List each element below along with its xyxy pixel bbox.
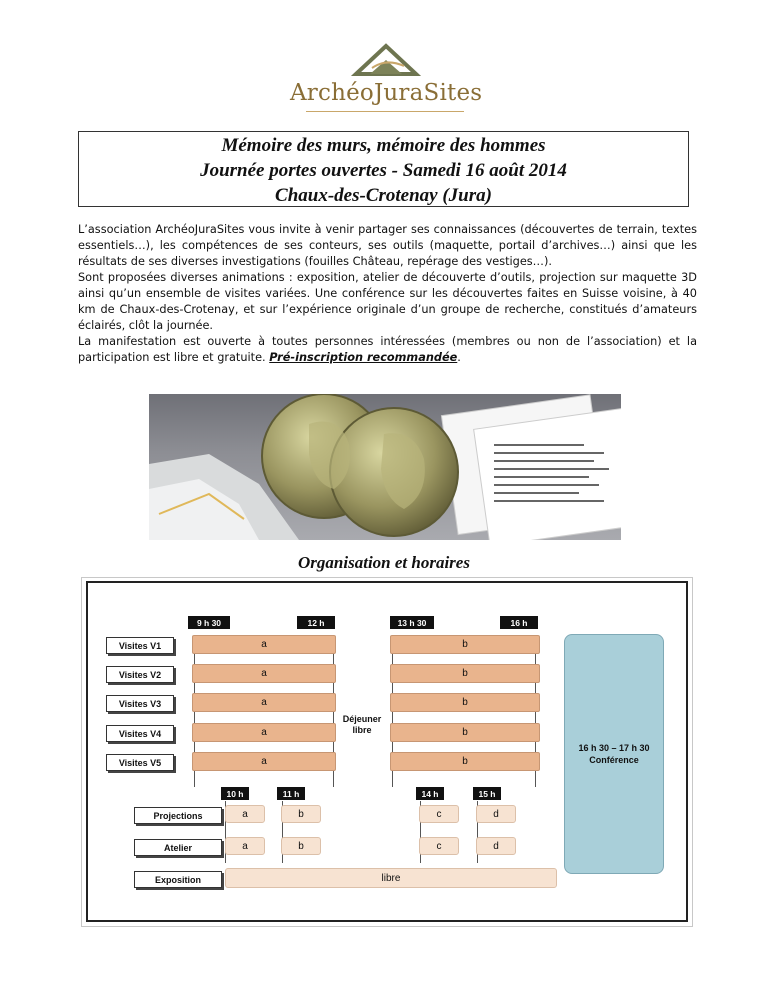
visits-v5-afternoon: b — [390, 752, 540, 771]
paragraph-part-3-text: La manifestation est ouverte à toutes personnes intéressées (membres ou non de l’association) et la participation est libre et gratuite. — [78, 335, 697, 364]
visits-v4-afternoon: b — [390, 723, 540, 742]
lunch-line-2: libre — [352, 725, 372, 735]
schedule-diagram — [81, 577, 693, 927]
conference-time: 16 h 30 – 17 h 30 — [578, 743, 650, 753]
atelier-label: Atelier — [134, 839, 222, 856]
exposition-bar: libre — [225, 868, 557, 888]
projections-label: Projections — [134, 807, 222, 824]
visits-v2-label: Visites V2 — [106, 666, 174, 683]
time-label-1500: 15 h — [473, 787, 501, 800]
time-label-1200: 12 h — [297, 616, 335, 629]
logo — [290, 40, 483, 114]
visits-v1-afternoon: b — [390, 635, 540, 654]
projections-slot-b: b — [281, 805, 321, 823]
coins-documents-illustration — [149, 394, 621, 540]
visits-v4-label: Visites V4 — [106, 725, 174, 742]
section-title: Organisation et horaires — [298, 553, 470, 572]
projections-slot-c: c — [419, 805, 459, 823]
visits-v3-label: Visites V3 — [106, 695, 174, 712]
exposition-label: Exposition — [134, 871, 222, 888]
intro-paragraph — [78, 222, 697, 366]
visits-v2-afternoon: b — [390, 664, 540, 683]
time-label-1100: 11 h — [277, 787, 305, 800]
title-line-1: Mémoire des murs, mémoire des hommes — [221, 135, 546, 156]
title-box — [78, 131, 689, 207]
lunch-label — [336, 714, 388, 736]
projections-slot-a: a — [225, 805, 265, 823]
time-label-1600: 16 h — [500, 616, 538, 629]
logo-rule — [306, 111, 464, 112]
paragraph-part-3 — [78, 334, 697, 366]
banner-image — [149, 394, 621, 540]
visits-v5-morning: a — [192, 752, 336, 771]
time-label-1330: 13 h 30 — [390, 616, 434, 629]
title-line-3: Chaux-des-Crotenay (Jura) — [275, 185, 492, 206]
time-label-1400: 14 h — [416, 787, 444, 800]
visits-v3-morning: a — [192, 693, 336, 712]
paragraph-part-2: Sont proposées diverses animations : exposition, atelier de découverte d’outils, projection sur maquette 3D ainsi qu’un ensemble de visites variées. Une conférence sur les découvertes faites en Suisse voisine, à 40 km de Chaux-des-Crotenay, et sur l’expérience originale d’un groupe de recherche, constitués d’amateurs éclairés, clôt la journée. — [78, 271, 697, 332]
lunch-line-1: Déjeuner — [342, 714, 382, 724]
paragraph-part-1: L’association ArchéoJuraSites vous invite à venir partager ses connaissances (découvertes de terrain, textes essentiels…), les compétences de ses conteurs, ses outils (maquette, portail d’archives…) ainsi que les résultats de ses diverses investigations (fouilles Château, repérage des vestiges…). — [78, 223, 697, 268]
conference-label: Conférence — [589, 755, 639, 765]
logo-emblem-icon — [346, 40, 426, 80]
time-label-1000: 10 h — [221, 787, 249, 800]
preinscription-link: Pré-inscription recommandée — [269, 351, 458, 364]
schedule-frame — [86, 581, 688, 922]
projections-slot-d: d — [476, 805, 516, 823]
visits-v4-morning: a — [192, 723, 336, 742]
atelier-slot-c: c — [419, 837, 459, 855]
title-line-2: Journée portes ouvertes - Samedi 16 août 2014 — [200, 160, 567, 181]
logo-text: ArchéoJuraSites — [290, 80, 483, 106]
visits-v1-label: Visites V1 — [106, 637, 174, 654]
conference-block — [564, 634, 664, 874]
paragraph-period: . — [457, 351, 461, 364]
visits-v5-label: Visites V5 — [106, 754, 174, 771]
visits-v1-morning: a — [192, 635, 336, 654]
visits-v3-afternoon: b — [390, 693, 540, 712]
atelier-slot-d: d — [476, 837, 516, 855]
atelier-slot-a: a — [225, 837, 265, 855]
visits-v2-morning: a — [192, 664, 336, 683]
time-label-0930: 9 h 30 — [188, 616, 230, 629]
atelier-slot-b: b — [281, 837, 321, 855]
